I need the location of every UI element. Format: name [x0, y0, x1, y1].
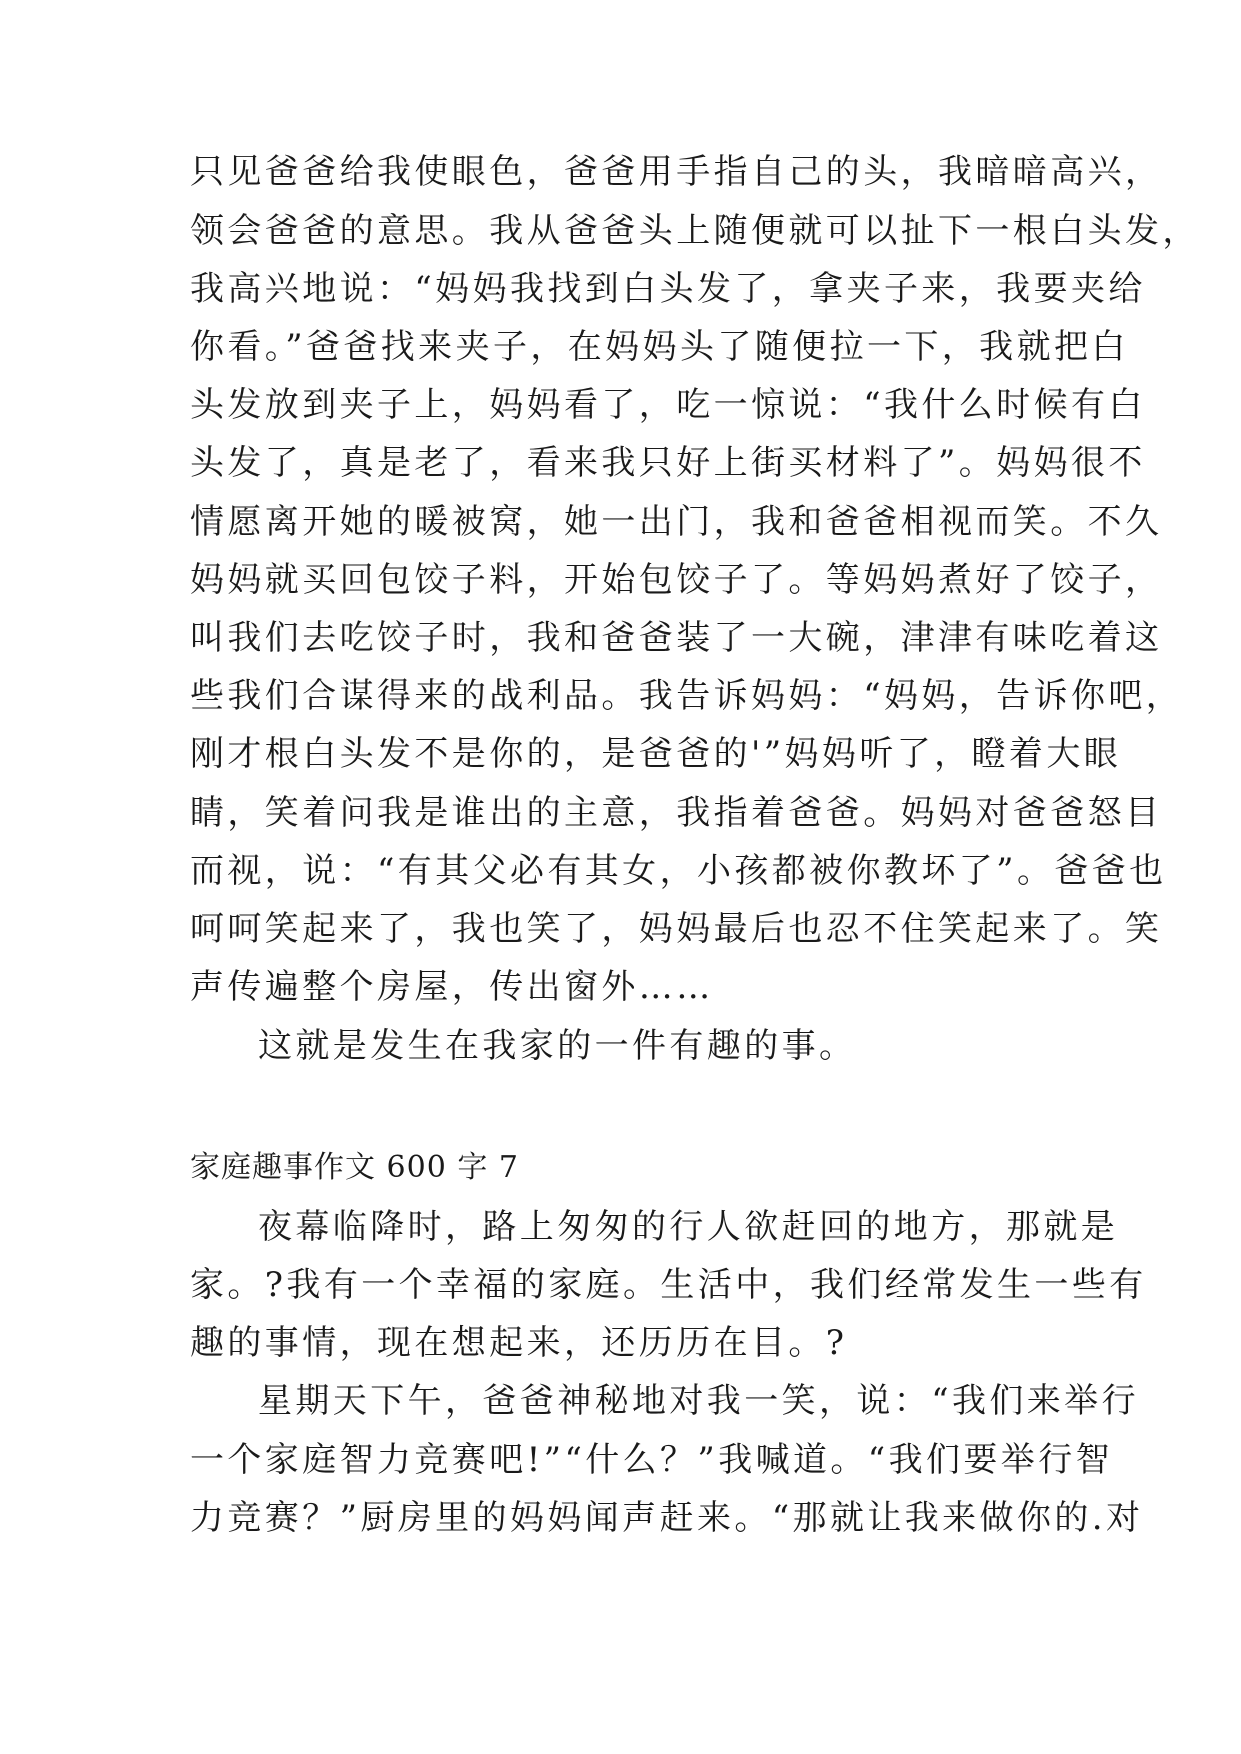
text-line: 只见爸爸给我使眼色，爸爸用手指自己的头，我暗暗高兴，: [190, 152, 1163, 192]
text-line: 力竞赛？”厨房里的妈妈闻声赶来。“那就让我来做你的.对: [190, 1498, 1144, 1538]
closing-line: 这就是发生在我家的一件有趣的事。: [258, 1026, 857, 1066]
text-line: 头发了，真是老了，看来我只好上街买材料了”。妈妈很不: [190, 443, 1146, 483]
text-line: 刚才根白头发不是你的，是爸爸的'”妈妈听了，瞪着大眼: [190, 734, 1122, 774]
text-line: 妈妈就买回包饺子料，开始包饺子了。等妈妈煮好了饺子，: [190, 560, 1163, 600]
text-line: 呵呵笑起来了，我也笑了，妈妈最后也忍不住笑起来了。笑: [190, 909, 1163, 949]
text-line: 你看。”爸爸找来夹子，在妈妈头了随便拉一下，我就把白: [190, 327, 1129, 367]
text-line: 家。?我有一个幸福的家庭。生活中，我们经常发生一些有: [190, 1265, 1147, 1305]
text-line: 睛，笑着问我是谁出的主意，我指着爸爸。妈妈对爸爸怒目: [190, 793, 1163, 833]
text-line: 叫我们去吃饺子时，我和爸爸装了一大碗，津津有味吃着这: [190, 618, 1163, 658]
text-line: 星期天下午，爸爸神秘地对我一笑，说：“我们来举行: [258, 1381, 1139, 1421]
text-line: 声传遍整个房屋，传出窗外……: [190, 967, 714, 1007]
text-line: 我高兴地说：“妈妈我找到白头发了，拿夹子来，我要夹给: [190, 269, 1146, 309]
section-heading: 家庭趣事作文 600 字 7: [190, 1150, 519, 1185]
text-line: 头发放到夹子上，妈妈看了，吃一惊说：“我什么时候有白: [190, 385, 1146, 425]
text-line: 情愿离开她的暖被窝，她一出门，我和爸爸相视而笑。不久: [190, 502, 1163, 542]
text-line: 领会爸爸的意思。我从爸爸头上随便就可以扯下一根白头发，: [190, 211, 1200, 251]
text-line: 夜幕临降时，路上匆匆的行人欲赶回的地方，那就是: [258, 1207, 1119, 1247]
text-line: 趣的事情，现在想起来，还历历在目。?: [190, 1323, 848, 1363]
text-line: 而视，说：“有其父必有其女，小孩都被你教坏了”。爸爸也: [190, 851, 1167, 891]
text-line: 一个家庭智力竞赛吧!”“什么？”我喊道。“我们要举行智: [190, 1440, 1113, 1480]
text-line: 些我们合谋得来的战利品。我告诉妈妈：“妈妈，告诉你吧，: [190, 676, 1184, 716]
